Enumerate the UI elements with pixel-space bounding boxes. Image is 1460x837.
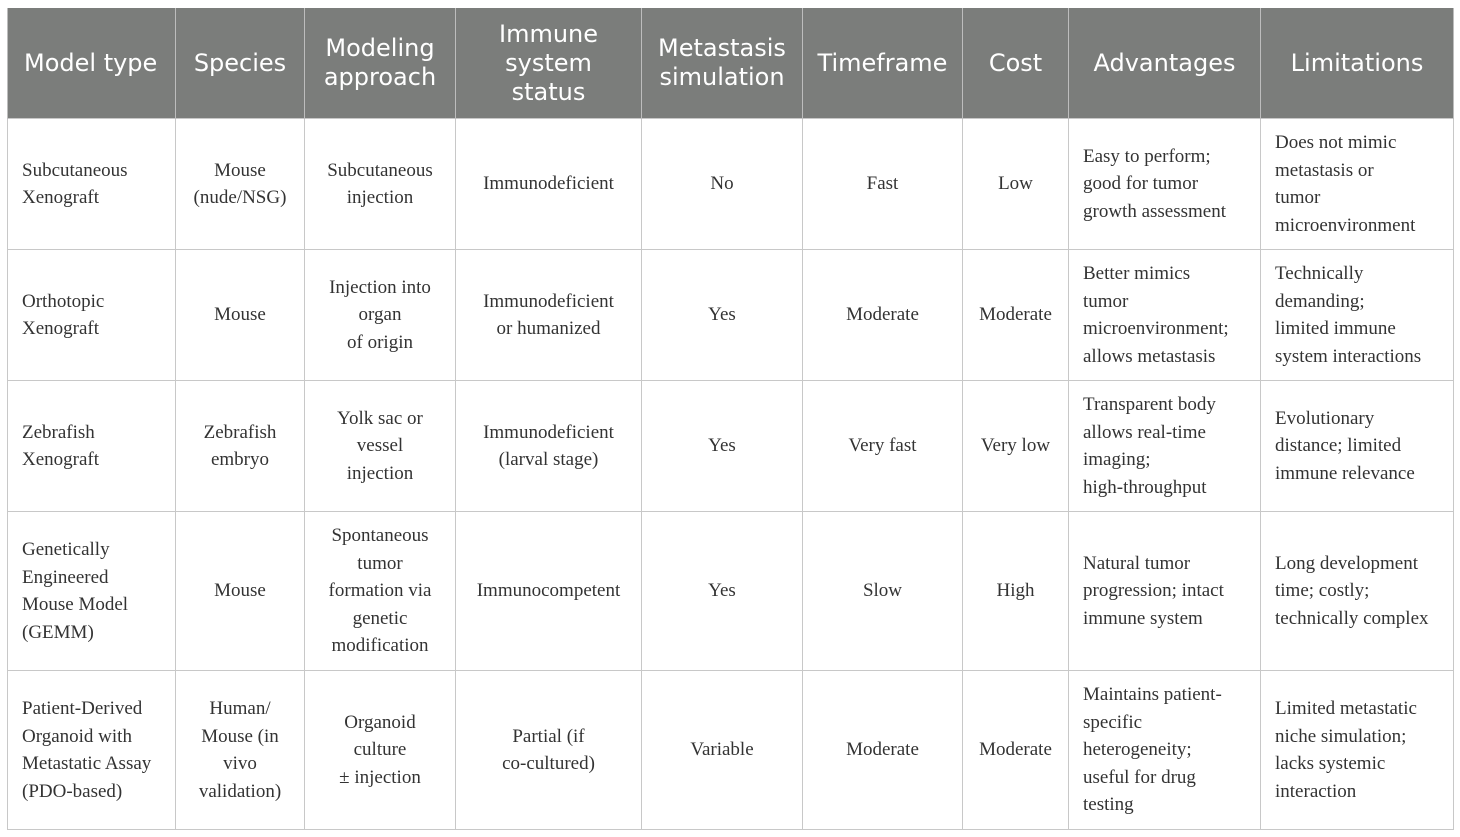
header-metastasis: Metastasis simulation: [642, 8, 803, 119]
header-cost: Cost: [963, 8, 1069, 119]
cell-cost: Moderate: [963, 671, 1069, 830]
cell-immune: Immunodeficient (larval stage): [456, 381, 642, 512]
cell-model-type: Genetically Engineered Mouse Model (GEMM): [8, 512, 176, 671]
cell-cost: High: [963, 512, 1069, 671]
header-advantages: Advantages: [1069, 8, 1261, 119]
cell-immune: Immunocompetent: [456, 512, 642, 671]
table-body: [8, 119, 1454, 830]
table-row: [8, 671, 1454, 830]
cell-immune: Immunodeficient: [456, 119, 642, 250]
cell-timeframe: Slow: [803, 512, 963, 671]
cell-approach: Spontaneous tumor formation via genetic modification: [305, 512, 456, 671]
cell-model-type: Subcutaneous Xenograft: [8, 119, 176, 250]
cell-cost: Moderate: [963, 250, 1069, 381]
cell-immune: Immunodeficient or humanized: [456, 250, 642, 381]
cell-species: Zebrafish embryo: [176, 381, 305, 512]
header-model-type: Model type: [8, 8, 176, 119]
header-species: Species: [176, 8, 305, 119]
header-modeling-approach: Modeling approach: [305, 8, 456, 119]
cell-metastasis: No: [642, 119, 803, 250]
cell-advantages: Easy to perform; good for tumor growth assessment: [1069, 119, 1261, 250]
cell-metastasis: Yes: [642, 512, 803, 671]
cell-metastasis: Variable: [642, 671, 803, 830]
cell-approach: Yolk sac or vessel injection: [305, 381, 456, 512]
table-header: [8, 8, 1454, 119]
header-timeframe: Timeframe: [803, 8, 963, 119]
model-comparison-table: [7, 8, 1454, 830]
cell-species: Mouse: [176, 512, 305, 671]
cell-approach: Subcutaneous injection: [305, 119, 456, 250]
cell-advantages: Natural tumor progression; intact immune system: [1069, 512, 1261, 671]
cell-immune: Partial (if co-cultured): [456, 671, 642, 830]
cell-advantages: Maintains patient- specific heterogeneity; useful for drug testing: [1069, 671, 1261, 830]
header-immune-status: Immune system status: [456, 8, 642, 119]
header-row: [8, 8, 1454, 119]
cell-timeframe: Fast: [803, 119, 963, 250]
cell-species: Mouse (nude/NSG): [176, 119, 305, 250]
cell-advantages: Transparent body allows real-time imaging; high-throughput: [1069, 381, 1261, 512]
cell-cost: Very low: [963, 381, 1069, 512]
cell-cost: Low: [963, 119, 1069, 250]
cell-timeframe: Very fast: [803, 381, 963, 512]
cell-limitations: Long development time; costly; technically complex: [1261, 512, 1454, 671]
cell-approach: Organoid culture ± injection: [305, 671, 456, 830]
cell-model-type: Zebrafish Xenograft: [8, 381, 176, 512]
cell-species: Human/ Mouse (in vivo validation): [176, 671, 305, 830]
cell-model-type: Orthotopic Xenograft: [8, 250, 176, 381]
cell-approach: Injection into organ of origin: [305, 250, 456, 381]
cell-limitations: Technically demanding; limited immune system interactions: [1261, 250, 1454, 381]
table-row: [8, 381, 1454, 512]
cell-species: Mouse: [176, 250, 305, 381]
cell-metastasis: Yes: [642, 381, 803, 512]
header-limitations: Limitations: [1261, 8, 1454, 119]
table-row: [8, 512, 1454, 671]
cell-limitations: Does not mimic metastasis or tumor microenvironment: [1261, 119, 1454, 250]
cell-model-type: Patient-Derived Organoid with Metastatic Assay (PDO-based): [8, 671, 176, 830]
cell-limitations: Evolutionary distance; limited immune relevance: [1261, 381, 1454, 512]
cell-timeframe: Moderate: [803, 250, 963, 381]
cell-advantages: Better mimics tumor microenvironment; allows metastasis: [1069, 250, 1261, 381]
cell-metastasis: Yes: [642, 250, 803, 381]
cell-timeframe: Moderate: [803, 671, 963, 830]
table-row: [8, 119, 1454, 250]
cell-limitations: Limited metastatic niche simulation; lacks systemic interaction: [1261, 671, 1454, 830]
table-row: [8, 250, 1454, 381]
